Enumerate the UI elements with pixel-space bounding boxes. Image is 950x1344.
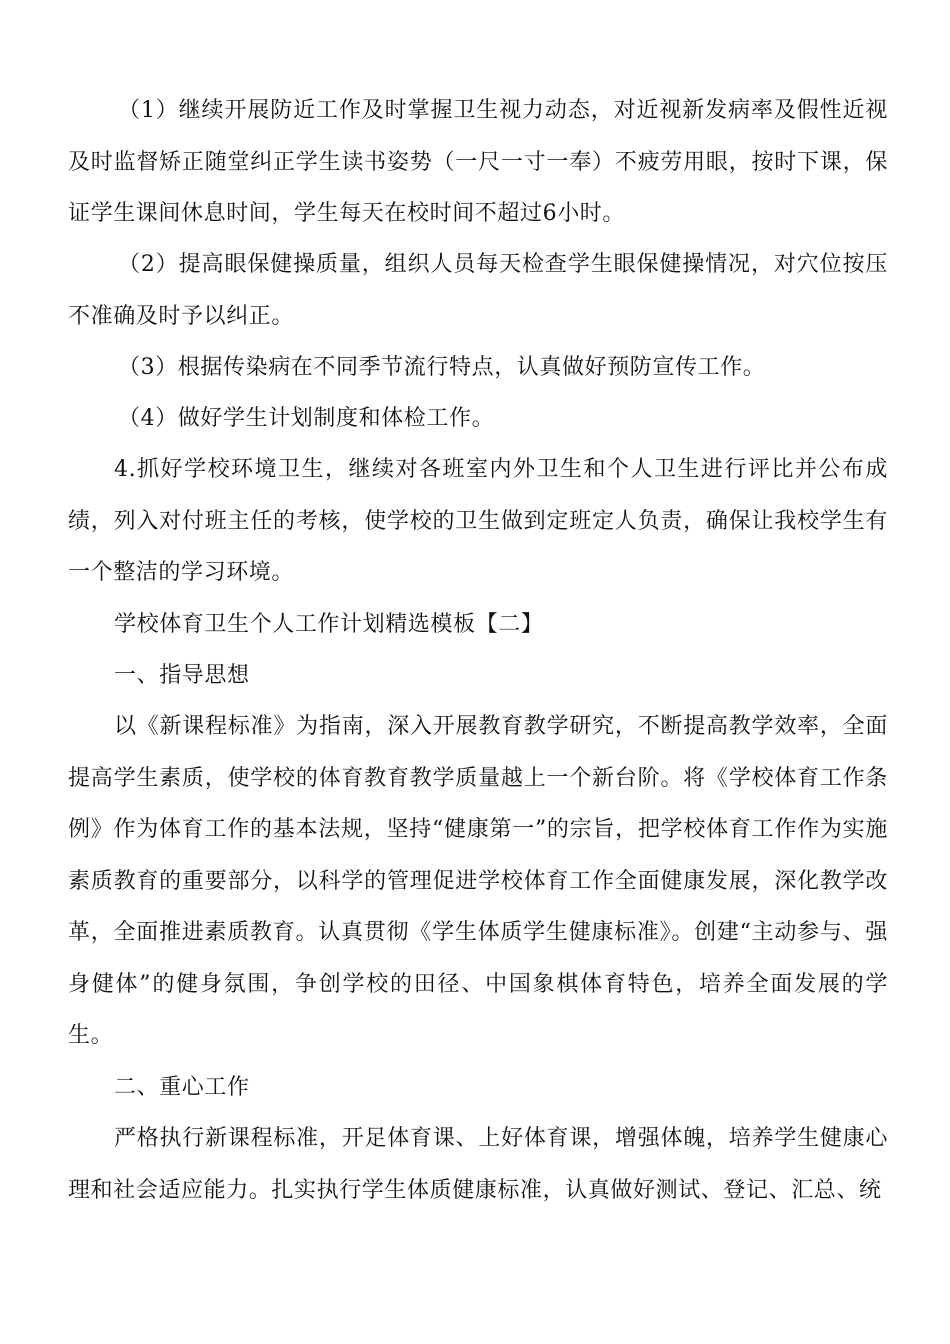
paragraph-environment-hygiene: 4.抓好学校环境卫生，继续对各班室内外卫生和个人卫生进行评比并公布成绩，列入对付班主任的考核，使学校的卫生做到定班定人负责，确保让我校学生有一个整洁的学习环境。 (68, 457, 888, 585)
heading-key-work: 二、重心工作 (114, 1075, 250, 1100)
paragraph-key-work: 严格执行新课程标准，开足体育课、上好体育课，增强体魄，培养学生健康心理和社会适应能力。扎实执行学生体质健康标准，认真做好测试、登记、汇总、统 (68, 1126, 888, 1203)
paragraph-eye-exercise-2: （2）提高眼保健操质量，组织人员每天检查学生眼保健操情况，对穴位按压不准确及时予以纠正。 (68, 252, 888, 329)
paragraph-health-check-4: （4）做好学生计划制度和体检工作。 (118, 406, 495, 431)
section-title-template-two: 学校体育卫生个人工作计划精选模板【二】 (114, 612, 544, 637)
paragraph-guiding-ideology: 以《新课程标准》为指南，深入开展教育教学研究，不断提高教学效率，全面提高学生素质，使学校的体育教育教学质量越上一个新台阶。将《学校体育工作条例》作为体育工作的基本法规，坚持“健康第一”的宗旨，把学校体育工作作为实施素质教育的重要部分，以科学的管理促进学校体育工作全面健康发展，深化教学改革，全面推进素质教育。认真贯彻《学生体质学生健康标准》。创建“主动参与、强身健体”的健身氛围，争创学校的田径、中国象棋体育特色，培养全面发展的学生。 (68, 714, 888, 1048)
paragraph-eye-care-1: （1）继续开展防近工作及时掌握卫生视力动态，对近视新发病率及假性近视及时监督矫正随堂纠正学生读书姿势（一尺一寸一奉）不疲劳用眼，按时下课，保证学生课间休息时间，学生每天在校时间不超过6小时。 (68, 98, 888, 226)
paragraph-disease-prevention-3: （3）根据传染病在不同季节流行特点，认真做好预防宣传工作。 (118, 355, 766, 380)
heading-guiding-ideology: 一、指导思想 (114, 663, 250, 688)
